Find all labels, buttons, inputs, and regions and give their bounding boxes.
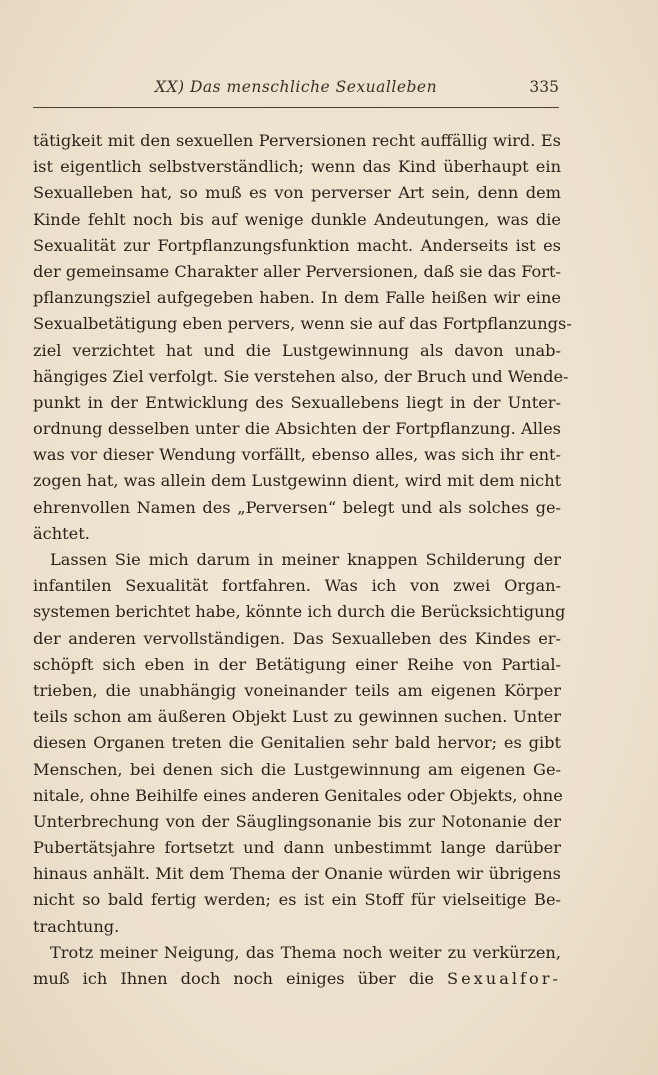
text-line: nitale, ohne Beihilfe eines anderen Genitales oder Objekts, ohne	[33, 785, 563, 805]
text-line: ordnung desselben unter die Absichten der Fortpflanzung. Alles	[33, 419, 561, 439]
running-title: XX) Das menschliche Sexualleben	[154, 78, 438, 96]
paragraph-end-line: ächtet.	[33, 523, 90, 543]
text-line: hinaus anhält. Mit dem Thema der Onanie würden wir übrigens	[33, 864, 561, 884]
text-line: ehrenvollen Namen des „Perversen“ belegt und als solches ge-	[33, 497, 561, 517]
text-line: Sexualleben hat, so muß es von perverser Art sein, denn dem	[33, 183, 561, 203]
text-line: Sexualität zur Fortpflanzungsfunktion macht. Anderseits ist es	[33, 235, 561, 255]
final-line-text: muß ich Ihnen doch noch einiges über die	[33, 969, 447, 988]
text-line: Sexualbetätigung eben pervers, wenn sie auf das Fortpflanzungs-	[33, 314, 572, 334]
text-line: nicht so bald fertig werden; es ist ein Stoff für vielseitige Be-	[33, 890, 561, 910]
text-line: tätigkeit mit den sexuellen Perversionen recht auffällig wird. Es	[33, 131, 561, 150]
text-line: zogen hat, was allein dem Lustgewinn dient, wird mit dem nicht	[33, 471, 562, 491]
final-line	[33, 966, 561, 992]
text-line: Pubertätsjahre fortsetzt und dann unbestimmt lange darüber	[33, 838, 561, 858]
paragraph-end-line: trachtung.	[33, 916, 120, 936]
text-line: ziel verzichtet hat und die Lustgewinnung als davon unab-	[33, 340, 561, 360]
text-line: diesen Organen treten die Genitalien sehr bald hervor; es gibt	[33, 733, 561, 753]
text-line: Unterbrechung von der Säuglingsonanie bis zur Notonanie der	[33, 811, 561, 831]
header-rule	[33, 107, 559, 108]
running-head	[33, 78, 559, 102]
paragraph-start-line: Lassen Sie mich darum in meiner knappen Schilderung der	[50, 550, 561, 569]
text-line: ist eigentlich selbstverständlich; wenn das Kind überhaupt ein	[33, 157, 561, 177]
text-line: der anderen vervollständigen. Das Sexualleben des Kindes er-	[33, 628, 561, 648]
text-line: Kinde fehlt noch bis auf wenige dunkle Andeutungen, was die	[33, 209, 561, 229]
text-line: systemen berichtet habe, könnte ich durch die Berücksichtigung	[33, 602, 566, 622]
text-line: schöpft sich eben in der Betätigung einer Reihe von Partial-	[33, 654, 561, 674]
text-line: punkt in der Entwicklung des Sexuallebens liegt in der Unter-	[33, 392, 561, 412]
text-line: trieben, die unabhängig voneinander teils am eigenen Körper	[33, 680, 561, 700]
text-line: Menschen, bei denen sich die Lustgewinnung am eigenen Ge-	[33, 759, 561, 779]
text-line: was vor dieser Wendung vorfällt, ebenso alles, was sich ihr ent-	[33, 445, 561, 465]
text-line: infantilen Sexualität fortfahren. Was ich von zwei Organ-	[33, 576, 561, 596]
text-line: pflanzungsziel aufgegeben haben. In dem Falle heißen wir eine	[33, 288, 561, 308]
body-text	[33, 128, 572, 992]
paragraph-start-line: Trotz meiner Neigung, das Thema noch weiter zu verkürzen,	[50, 942, 561, 962]
page-number: 335	[529, 78, 559, 96]
spaced-emphasis: Sexualfor-	[447, 969, 561, 988]
text-line: der gemeinsame Charakter aller Perversionen, daß sie das Fort-	[33, 261, 561, 281]
text-line: hängiges Ziel verfolgt. Sie verstehen also, der Bruch und Wende-	[33, 366, 569, 386]
text-line: teils schon am äußeren Objekt Lust zu gewinnen suchen. Unter	[33, 707, 561, 727]
